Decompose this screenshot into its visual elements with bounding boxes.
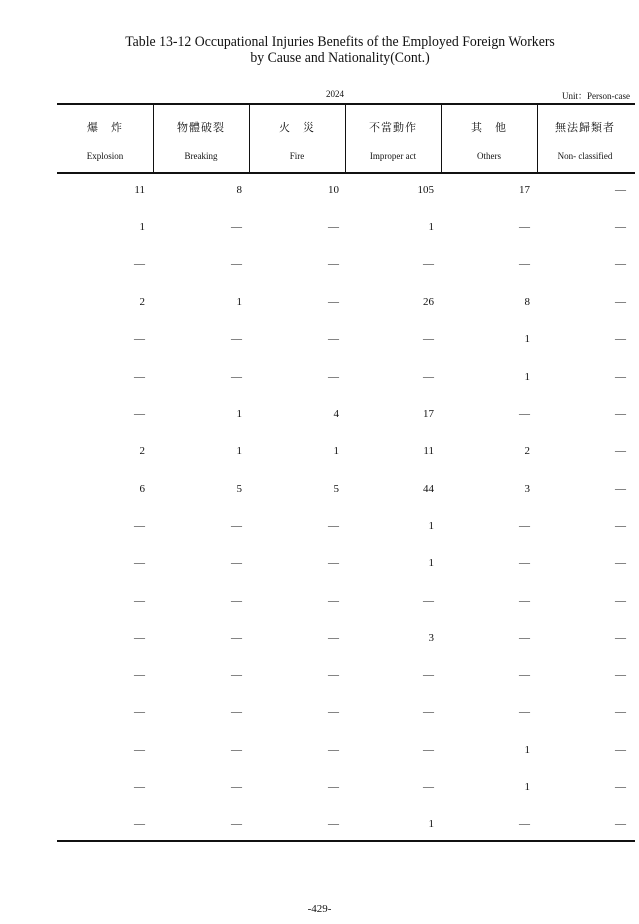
table-cell: — — [615, 818, 626, 830]
table-cell: 44 — [423, 483, 434, 495]
table-cell: 2 — [139, 296, 145, 308]
table-cell: 8 — [524, 296, 530, 308]
year-label: 2024 — [326, 89, 344, 99]
table-cell: — — [134, 818, 145, 830]
table-cell: — — [134, 632, 145, 644]
table-cell: 105 — [417, 184, 434, 196]
table-cell: — — [423, 781, 434, 793]
table-cell: — — [134, 595, 145, 607]
page-number: -429- — [307, 903, 332, 915]
table-cell: — — [134, 669, 145, 681]
table-cell: — — [615, 483, 626, 495]
table-cell: 2 — [524, 445, 530, 457]
table-cell: — — [423, 258, 434, 270]
table-cell: 1 — [428, 557, 434, 569]
table-cell: — — [134, 258, 145, 270]
table-cell: — — [519, 632, 530, 644]
table-cell: — — [231, 221, 242, 233]
column-header-zh: 火 災 — [279, 122, 315, 134]
table-cell: 3 — [428, 632, 434, 644]
table-cell: — — [231, 258, 242, 270]
table-cell: — — [519, 258, 530, 270]
table-cell: — — [615, 632, 626, 644]
table-cell: 1 — [236, 408, 242, 420]
table-cell: — — [615, 371, 626, 383]
table-cell: — — [615, 706, 626, 718]
table-cell: — — [231, 333, 242, 345]
table-cell: — — [519, 557, 530, 569]
table-cell: 1 — [428, 221, 434, 233]
table-cell: — — [328, 333, 339, 345]
table-cell: — — [615, 595, 626, 607]
table-cell: 6 — [139, 483, 145, 495]
table-title — [27, 34, 639, 66]
table-cell: 1 — [428, 818, 434, 830]
table-cell: 8 — [236, 184, 242, 196]
table-cell: — — [328, 818, 339, 830]
table-cell: — — [328, 557, 339, 569]
table-cell: — — [134, 781, 145, 793]
table-cell: — — [519, 520, 530, 532]
column-header — [537, 105, 633, 172]
table-cell: — — [615, 445, 626, 457]
table-cell: 1 — [524, 744, 530, 756]
column-header-en: Breaking — [184, 151, 218, 161]
table-cell: — — [423, 333, 434, 345]
table-cell: — — [328, 632, 339, 644]
table-cell: 11 — [134, 184, 145, 196]
table-cell: — — [615, 184, 626, 196]
table-cell: — — [519, 595, 530, 607]
table-cell: 1 — [236, 296, 242, 308]
table-cell: — — [519, 818, 530, 830]
table-cell: — — [231, 781, 242, 793]
column-header-zh: 無法歸類者 — [555, 122, 615, 134]
table-cell: 1 — [428, 520, 434, 532]
column-header — [249, 105, 345, 172]
column-header — [441, 105, 537, 172]
table-cell: 1 — [524, 371, 530, 383]
table-cell: 17 — [423, 408, 434, 420]
table-cell: 1 — [524, 781, 530, 793]
table-cell: — — [423, 669, 434, 681]
table-cell: — — [519, 221, 530, 233]
table-cell: 5 — [236, 483, 242, 495]
table-cell: 26 — [423, 296, 434, 308]
table-cell: — — [519, 706, 530, 718]
table-cell: — — [328, 221, 339, 233]
table-cell: — — [328, 781, 339, 793]
column-header-zh: 爆 炸 — [87, 122, 123, 134]
table-cell: 10 — [328, 184, 339, 196]
table-cell: — — [231, 706, 242, 718]
table-cell: — — [328, 669, 339, 681]
table-cell: — — [615, 781, 626, 793]
table-title-line2: by Cause and Nationality(Cont.) — [250, 50, 430, 66]
table-cell: — — [231, 632, 242, 644]
table-bottom-rule — [57, 840, 635, 842]
table-cell: — — [134, 557, 145, 569]
column-header-zh: 不當動作 — [369, 122, 417, 134]
table-cell: — — [519, 408, 530, 420]
table-cell: 1 — [139, 221, 145, 233]
table-cell: — — [615, 333, 626, 345]
table-cell: — — [328, 520, 339, 532]
table-cell: — — [231, 744, 242, 756]
table-cell: — — [519, 669, 530, 681]
table-cell: — — [328, 371, 339, 383]
table-cell: — — [231, 595, 242, 607]
column-header-zh: 物體破裂 — [177, 122, 225, 134]
table-cell: — — [615, 520, 626, 532]
column-header-en: Non- classified — [557, 151, 613, 161]
table-cell: 2 — [139, 445, 145, 457]
column-header — [153, 105, 249, 172]
column-header-en: Explosion — [86, 151, 124, 161]
column-header-en: Improper act — [369, 151, 417, 161]
table-cell: — — [134, 408, 145, 420]
table-cell: — — [328, 258, 339, 270]
table-cell: — — [231, 520, 242, 532]
table-cell: — — [423, 744, 434, 756]
table-header-rule — [57, 172, 635, 174]
table-cell: 11 — [423, 445, 434, 457]
table-cell: — — [328, 296, 339, 308]
table-cell: — — [615, 221, 626, 233]
table-cell: — — [615, 744, 626, 756]
table-cell: — — [328, 744, 339, 756]
table-cell: — — [615, 296, 626, 308]
table-cell: — — [615, 258, 626, 270]
table-cell: 1 — [333, 445, 339, 457]
table-cell: — — [134, 333, 145, 345]
table-cell: — — [615, 557, 626, 569]
unit-label: Unit：Person-case — [562, 91, 630, 101]
table-cell: 1 — [524, 333, 530, 345]
column-header — [57, 105, 153, 172]
table-cell: — — [134, 520, 145, 532]
table-cell: — — [328, 595, 339, 607]
table-cell: 1 — [236, 445, 242, 457]
table-cell: 3 — [524, 483, 530, 495]
table-cell: — — [615, 408, 626, 420]
table-cell: 5 — [333, 483, 339, 495]
table-cell: — — [134, 706, 145, 718]
column-header — [345, 105, 441, 172]
table-cell: — — [423, 595, 434, 607]
column-header-en: Others — [477, 151, 501, 161]
column-header-en: Fire — [289, 151, 305, 161]
table-cell: — — [615, 669, 626, 681]
table-cell: — — [134, 371, 145, 383]
column-header-zh: 其 他 — [471, 122, 507, 134]
table-cell: — — [328, 706, 339, 718]
table-title-line1: Table 13-12 Occupational Injuries Benefits of the Employed Foreign Workers — [125, 34, 555, 50]
table-cell: — — [231, 371, 242, 383]
table-cell: 4 — [333, 408, 339, 420]
table-cell: — — [423, 371, 434, 383]
table-cell: — — [231, 818, 242, 830]
table-cell: — — [231, 557, 242, 569]
table-cell: 17 — [519, 184, 530, 196]
table-cell: — — [231, 669, 242, 681]
table-cell: — — [423, 706, 434, 718]
table-cell: — — [134, 744, 145, 756]
